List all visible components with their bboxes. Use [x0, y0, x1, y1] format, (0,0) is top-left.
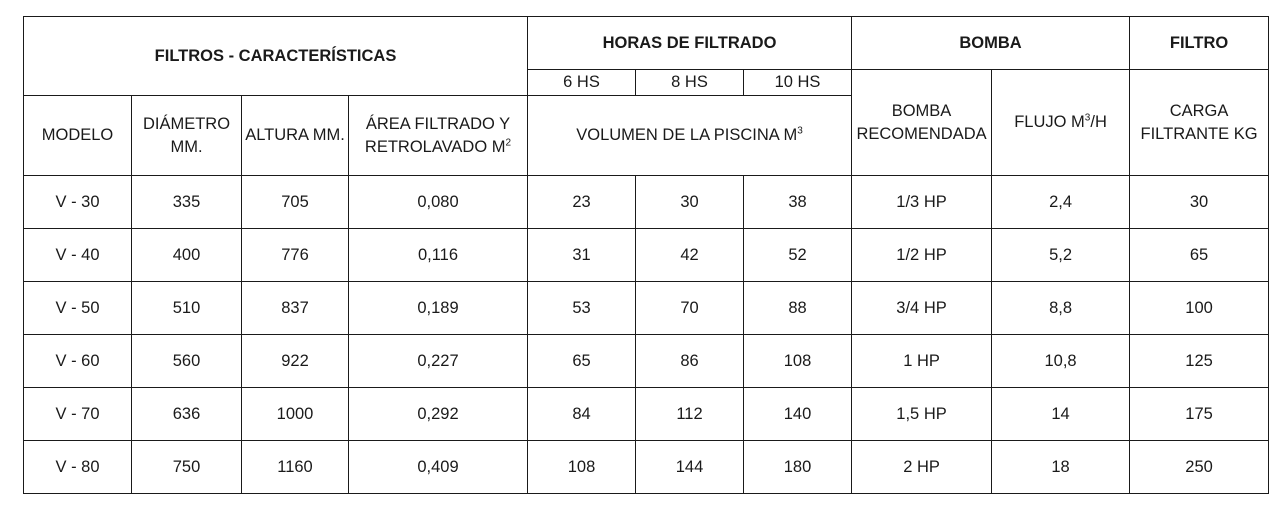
cell-modelo: V - 80: [24, 441, 132, 494]
hours-8: 8 HS: [636, 70, 744, 96]
cell-carga: 65: [1130, 229, 1269, 282]
table-row: [24, 176, 1269, 229]
cell-flujo: 10,8: [992, 335, 1130, 388]
cell-diametro: 335: [132, 176, 242, 229]
cell-area: 0,227: [349, 335, 528, 388]
cell-bomba: 2 HP: [852, 441, 992, 494]
cell-bomba: 1/2 HP: [852, 229, 992, 282]
cell-modelo: V - 60: [24, 335, 132, 388]
group-horas: HORAS DE FILTRADO: [528, 17, 852, 70]
cell-diametro: 636: [132, 388, 242, 441]
cell-h8: 112: [636, 388, 744, 441]
filter-specs-table: [23, 16, 1269, 494]
cell-h6: 53: [528, 282, 636, 335]
cell-flujo: 5,2: [992, 229, 1130, 282]
cell-bomba: 1 HP: [852, 335, 992, 388]
cell-h8: 70: [636, 282, 744, 335]
cell-h10: 108: [744, 335, 852, 388]
header-altura: ALTURA MM.: [242, 96, 349, 176]
header-bomba-recomendada-line2: RECOMENDADA: [856, 124, 987, 143]
group-bomba: BOMBA: [852, 17, 1130, 70]
hours-6: 6 HS: [528, 70, 636, 96]
cell-carga: 100: [1130, 282, 1269, 335]
cell-carga: 30: [1130, 176, 1269, 229]
cell-modelo: V - 50: [24, 282, 132, 335]
header-diametro-line1: DIÁMETRO: [142, 115, 231, 134]
cell-area: 0,116: [349, 229, 528, 282]
cell-flujo: 8,8: [992, 282, 1130, 335]
header-flujo: [992, 70, 1130, 176]
header-flujo-sup: 3: [1084, 112, 1091, 124]
cell-diametro: 510: [132, 282, 242, 335]
cell-carga: 175: [1130, 388, 1269, 441]
cell-altura: 922: [242, 335, 349, 388]
cell-altura: 837: [242, 282, 349, 335]
header-volumen-sup: 3: [797, 125, 803, 137]
group-header-row: [24, 17, 1269, 70]
cell-area: 0,189: [349, 282, 528, 335]
header-area-sup: 2: [505, 137, 512, 148]
header-flujo-unit: /H: [1090, 113, 1107, 132]
header-volumen-text: VOLUMEN DE LA PISCINA M: [576, 126, 798, 145]
cell-carga: 125: [1130, 335, 1269, 388]
cell-altura: 1000: [242, 388, 349, 441]
header-area: [349, 96, 528, 176]
cell-h10: 140: [744, 388, 852, 441]
cell-diametro: 560: [132, 335, 242, 388]
cell-modelo: V - 70: [24, 388, 132, 441]
header-volumen: [528, 96, 852, 176]
cell-h6: 84: [528, 388, 636, 441]
cell-h8: 30: [636, 176, 744, 229]
cell-altura: 1160: [242, 441, 349, 494]
cell-h6: 108: [528, 441, 636, 494]
cell-bomba: 1/3 HP: [852, 176, 992, 229]
table-row: [24, 335, 1269, 388]
header-bomba-recomendada-line1: BOMBA: [891, 102, 952, 121]
header-area-line2: RETROLAVADO M: [364, 137, 506, 156]
cell-h8: 144: [636, 441, 744, 494]
header-diametro: [132, 96, 242, 176]
table-row: [24, 282, 1269, 335]
cell-bomba: 3/4 HP: [852, 282, 992, 335]
cell-modelo: V - 40: [24, 229, 132, 282]
hours-10: 10 HS: [744, 70, 852, 96]
cell-modelo: V - 30: [24, 176, 132, 229]
header-modelo: MODELO: [24, 96, 132, 176]
cell-h6: 23: [528, 176, 636, 229]
cell-carga: 250: [1130, 441, 1269, 494]
cell-h10: 180: [744, 441, 852, 494]
cell-h10: 38: [744, 176, 852, 229]
table-row: [24, 229, 1269, 282]
cell-altura: 705: [242, 176, 349, 229]
table-row: [24, 388, 1269, 441]
header-carga: [1130, 70, 1269, 176]
cell-altura: 776: [242, 229, 349, 282]
cell-diametro: 750: [132, 441, 242, 494]
cell-flujo: 14: [992, 388, 1130, 441]
header-area-line1: ÁREA FILTRADO Y: [365, 115, 511, 134]
cell-area: 0,292: [349, 388, 528, 441]
cell-h10: 52: [744, 229, 852, 282]
table-row: [24, 441, 1269, 494]
group-filtro: FILTRO: [1130, 17, 1269, 70]
header-bomba-recomendada: [852, 70, 992, 176]
header-carga-line1: CARGA: [1169, 102, 1229, 121]
cell-h8: 86: [636, 335, 744, 388]
cell-diametro: 400: [132, 229, 242, 282]
cell-h10: 88: [744, 282, 852, 335]
header-diametro-line2: MM.: [170, 137, 203, 156]
header-carga-line2: FILTRANTE KG: [1140, 124, 1258, 143]
cell-h6: 65: [528, 335, 636, 388]
cell-area: 0,409: [349, 441, 528, 494]
cell-flujo: 18: [992, 441, 1130, 494]
cell-area: 0,080: [349, 176, 528, 229]
cell-h8: 42: [636, 229, 744, 282]
cell-h6: 31: [528, 229, 636, 282]
cell-bomba: 1,5 HP: [852, 388, 992, 441]
header-flujo-text: FLUJO M: [1014, 113, 1085, 132]
group-filtros: FILTROS - CARACTERÍSTICAS: [24, 17, 528, 96]
cell-flujo: 2,4: [992, 176, 1130, 229]
